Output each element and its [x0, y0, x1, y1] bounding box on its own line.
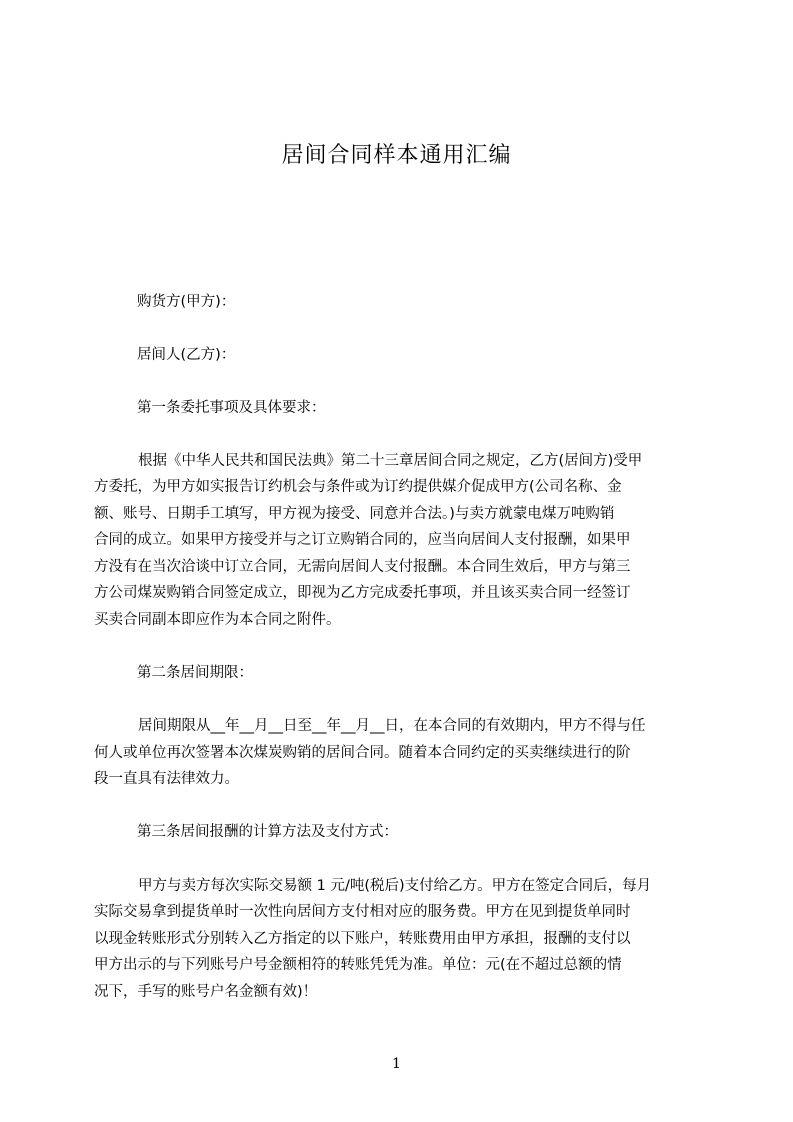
section-3-line: 以现金转账形式分别转入乙方指定的以下账户，转账费用由甲方承担，报酬的支付以 [94, 931, 631, 947]
section-2-heading: 第二条居间期限： [137, 665, 253, 681]
buyer-field-label: 购货方(甲方)： [137, 294, 236, 310]
section-1-line: 额、账号、日期手工填写，甲方视为接受、同意并合法。)与卖方就蒙电煤万吨购销 [94, 506, 615, 522]
intermediary-field-label: 居间人(乙方)： [137, 347, 236, 363]
section-3-line: 甲方与卖方每次实际交易额 1 元/吨(税后)支付给乙方。甲方在签定合同后，每月 [138, 878, 652, 894]
section-3-line: 况下，手写的账号户名金额有效)！ [94, 984, 318, 1000]
page-number: 1 [392, 1056, 401, 1072]
section-1-line: 根据《中华人民共和国民法典》第二十三章居间合同之规定，乙方(居间方)受甲 [138, 453, 643, 469]
section-3-line: 甲方出示的与下列账号户号金额相符的转账凭凭为准。单位：元(在不超过总额的情 [94, 957, 622, 973]
section-2-line: 何人或单位再次签署本次煤炭购销的居间合同。随着本合同约定的买卖继续进行的阶 [94, 745, 631, 761]
section-1-line: 方没有在当次洽谈中订立合同，无需向居间人支付报酬。本合同生效后，甲方与第三 [94, 559, 631, 575]
section-3-heading: 第三条居间报酬的计算方法及支付方式： [137, 824, 398, 840]
section-1-line: 方公司煤炭购销合同签定成立，即视为乙方完成委托事项，并且该买卖合同一经签订 [94, 585, 631, 601]
section-1-line: 合同的成立。如果甲方接受并与之订立购销合同的，应当向居间人支付报酬，如果甲 [94, 532, 631, 548]
section-1-heading: 第一条委托事项及具体要求： [137, 400, 326, 416]
section-1-line: 买卖合同副本即应作为本合同之附件。 [94, 612, 341, 628]
section-2-line: 段一直具有法律效力。 [94, 771, 239, 787]
section-2-line: 居间期限从__年__月__日至__年__月__日，在本合同的有效期内，甲方不得与任 [138, 718, 646, 734]
section-1-line: 方委托，为甲方如实报告订约机会与条件或为订约提供媒介促成甲方(公司名称、金 [94, 479, 622, 495]
document-title: 居间合同样本通用汇编 [281, 143, 512, 168]
section-3-line: 实际交易拿到提货单时一次性向居间方支付相对应的服务费。甲方在见到提货单同时 [94, 904, 631, 920]
